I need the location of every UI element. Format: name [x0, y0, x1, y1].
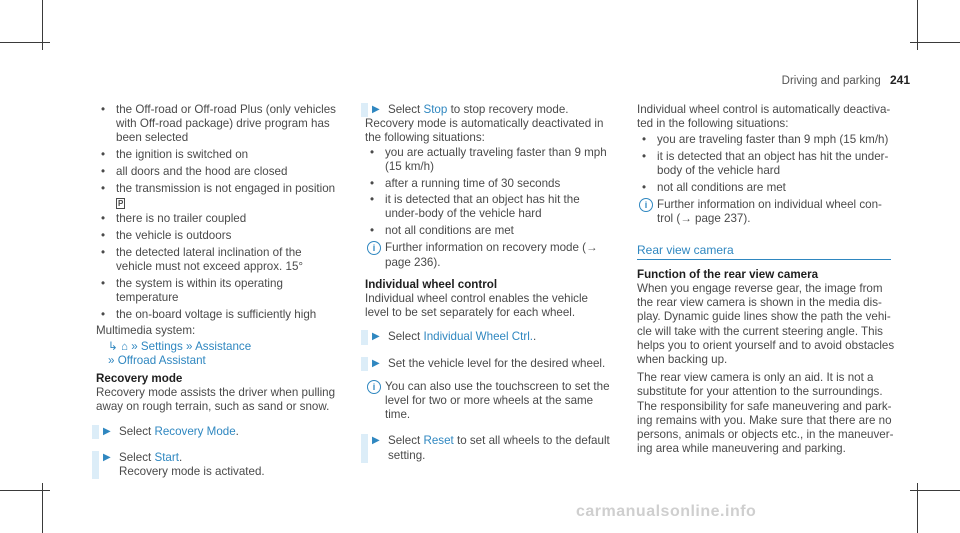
crop-mark	[0, 490, 50, 491]
info-icon: i	[367, 380, 381, 394]
function-text: When you engage reverse gear, the image from the rear view camera is shown in the media dis-play. Dynamic guide lines show the path the vehi-cle will take with the current steering angle. This helps you to orient yourself and to avoid obstacles when backing up.	[637, 282, 895, 367]
section-heading: Rear view camera	[637, 243, 891, 260]
list-item: • the detected lateral inclination of the vehicle must not exceed approx. 15°	[96, 246, 336, 274]
list-item: • it is detected that an object has hit the under-body of the vehicle hard	[365, 193, 615, 221]
start-link[interactable]: Start	[154, 450, 179, 464]
instruction-step: ▶ Set the vehicle level for the desired wheel.	[361, 357, 615, 371]
watermark: carmanualsonline.info	[576, 503, 757, 520]
instruction-step: ▶ Select Start. Recovery mode is activated.	[92, 451, 336, 479]
info-note: i Further information on individual wheel con-trol (→ page 237).	[637, 198, 897, 226]
instruction-step: ▶ Select Recovery Mode.	[92, 425, 336, 439]
deactivation-text: Recovery mode is automatically deactivated in the following situations:	[365, 117, 604, 145]
individual-wheel-link[interactable]: Individual Wheel Ctrl.	[423, 330, 534, 344]
list-item	[96, 182, 336, 210]
list-item: • the ignition is switched on	[96, 148, 336, 162]
list-item: • the on-board voltage is sufficiently high	[96, 308, 336, 322]
info-icon: i	[639, 198, 653, 212]
aid-text: The rear view camera is only an aid. It is not a substitute for your attention to the surroundings. The responsibility for safe maneuvering and park-ing remains with you. Make sure that there are no persons, animals or objects etc., in the maneuver-ing area while maneuvering and parking.	[637, 371, 894, 456]
recovery-text: Recovery mode assists the driver when pulling away on rough terrain, such as sand or snow.	[96, 386, 336, 414]
deactivation-text: Individual wheel control is automatically deactiva-ted in the following situations:	[637, 103, 891, 131]
list-item-text: the transmission is not engaged in position	[116, 181, 336, 195]
list-item: • after a running time of 30 seconds	[365, 177, 615, 191]
arrow-right-icon: ▶	[372, 104, 380, 115]
double-chevron-icon: »	[186, 339, 193, 353]
menu-offroad-assistant[interactable]: Offroad Assistant	[117, 353, 206, 367]
list-item: • there is no trailer coupled	[96, 212, 336, 226]
list-item: • the system is within its operating temperature	[96, 277, 336, 305]
list-item: • you are actually traveling faster than 9 mph (15 km/h)	[365, 146, 615, 174]
instruction-step: ▶ Select Reset to set all wheels to the default setting.	[361, 434, 615, 462]
list-item: • the vehicle is outdoors	[96, 229, 336, 243]
list-item: • all doors and the hood are closed	[96, 165, 336, 179]
list-item: • you are traveling faster than 9 mph (15 km/h)	[637, 133, 897, 147]
arrow-right-icon: ▶	[372, 435, 380, 447]
info-icon: i	[367, 241, 381, 255]
arrow-right-icon: ▶	[103, 425, 111, 437]
menu-assistance[interactable]: Assistance	[195, 339, 252, 353]
menu-settings[interactable]: Settings	[140, 339, 183, 353]
crop-mark	[0, 42, 50, 43]
column-3	[637, 103, 897, 456]
info-note: i Further information on recovery mode (→ page 236).	[365, 241, 615, 269]
arrow-right-icon: ▶	[372, 331, 380, 343]
recovery-mode-link[interactable]: Recovery Mode	[154, 424, 236, 438]
section-title: Driving and parking	[781, 75, 881, 87]
step-result: Recovery mode is activated.	[119, 464, 265, 478]
function-heading: Function of the rear view camera	[637, 267, 819, 281]
arrow-right-icon: ▶	[103, 451, 111, 463]
reset-link[interactable]: Reset	[423, 434, 454, 448]
deactivation-list	[637, 133, 897, 195]
crop-mark	[910, 42, 960, 43]
deactivation-list	[365, 146, 615, 239]
column-2	[365, 103, 615, 463]
double-chevron-icon: »	[131, 339, 138, 353]
arrow-right-icon: ▶	[372, 357, 380, 369]
stop-link[interactable]: Stop	[423, 103, 448, 116]
column-1	[96, 103, 336, 479]
recovery-heading: Recovery mode	[96, 371, 183, 385]
park-position-icon: P	[118, 198, 124, 208]
double-chevron-icon: »	[108, 353, 115, 367]
list-item: • not all conditions are met	[365, 224, 615, 238]
menu-path	[96, 340, 336, 368]
page-header	[782, 73, 910, 88]
link-arrow-icon: ↳	[108, 339, 118, 353]
iwc-heading: Individual wheel control	[365, 277, 498, 291]
home-icon[interactable]: ⌂	[120, 339, 128, 353]
instruction-step: ▶ Select Stop to stop recovery mode.	[361, 103, 615, 117]
info-note: i You can also use the touchscreen to set the level for two or more wheels at the same time.	[365, 380, 615, 423]
list-item: • not all conditions are met	[637, 181, 897, 195]
iwc-text: Individual wheel control enables the vehicle level to be set separately for each wheel.	[365, 291, 588, 320]
multimedia-label: Multimedia system:	[96, 324, 196, 338]
condition-list	[96, 103, 336, 322]
list-item: • it is detected that an object has hit the under-body of the vehicle hard	[637, 150, 897, 178]
crop-mark	[910, 490, 960, 491]
instruction-step: ▶ Select Individual Wheel Ctrl..	[361, 330, 615, 344]
page-number: 241	[889, 73, 910, 87]
list-item: • the Off-road or Off-road Plus (only vehicles with Off-road package) drive program has been selected	[96, 103, 336, 146]
